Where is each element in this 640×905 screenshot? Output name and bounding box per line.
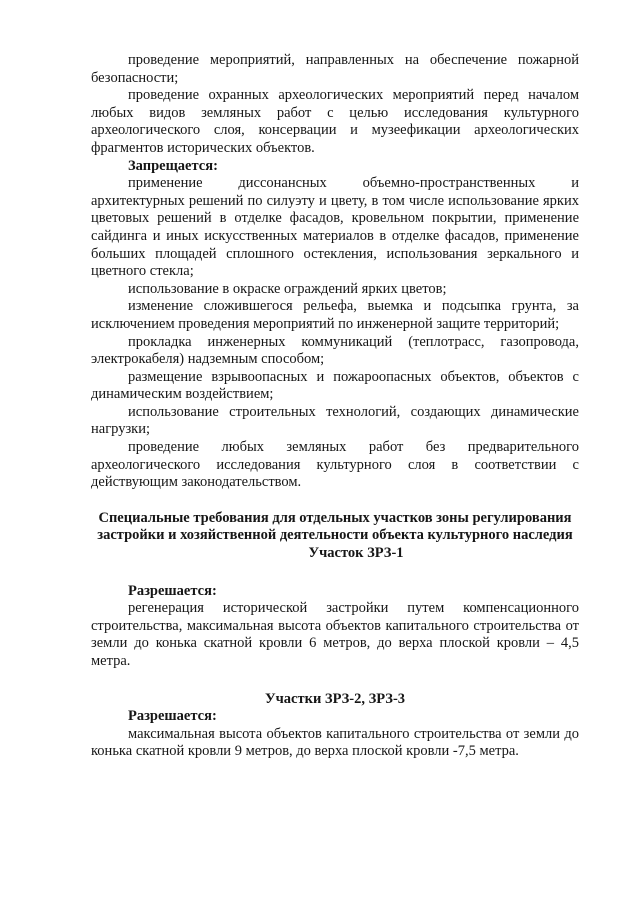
- prohibited-item-earthworks: проведение любых земляных работ без предварительного археологического исследования культурного слоя в соответствии с действующим законодательством.: [91, 439, 579, 491]
- zrz1-heading: Участок ЗРЗ-1: [308, 545, 404, 562]
- zrz1-allowed-label: Разрешается:: [128, 582, 217, 599]
- prohibited-item-dissonant-solutions: применение диссонансных объемно-пространственных и архитектурных решений по силуэту и цвету, в том числе использование ярких цветовых решений в отделке фасадов, кровельном покрытии, применение сайдинга и иных искусственных материалов в отделке фасадов, применение больших площадей сплошного остекления, использования зеркального и цветного стекла;: [91, 175, 579, 280]
- zrz23-heading: Участки ЗРЗ-2, ЗРЗ-3: [264, 690, 406, 707]
- zrz23-allowed-label: Разрешается:: [128, 708, 217, 725]
- prohibited-item-relief-change: изменение сложившегося рельефа, выемка и подсыпка грунта, за исключением проведения мероприятий по инженерной защите территорий;: [91, 298, 579, 332]
- prohibited-item-overground-utilities: прокладка инженерных коммуникаций (теплотрасс, газопровода, электрокабеля) надземным способом;: [91, 333, 579, 368]
- zrz1-allowed-text: регенерация исторической застройки путем компенсационного строительства, максимальная высота объектов капитального строительства от земли до конька скатной кровли 6 метров, до верха плоской кровли – 4,5 метра.: [91, 600, 579, 669]
- prohibited-item-hazardous-objects: размещение взрывоопасных и пожароопасных объектов, объектов с динамическим воздействием;: [91, 368, 579, 403]
- prohibited-item-dynamic-loads: использование строительных технологий, создающих динамические нагрузки;: [91, 403, 579, 438]
- prohibited-item-bright-fences: использование в окраске ограждений ярких цветов;: [128, 280, 447, 297]
- zrz23-allowed-text: максимальная высота объектов капитального строительства от земли до конька скатной кровли 9 метров, до верха плоской кровли -7,5 метра.: [91, 725, 579, 760]
- spacer: [91, 492, 579, 510]
- spacer: [91, 563, 579, 583]
- paragraph-fire-safety: проведение мероприятий, направленных на обеспечение пожарной безопасности;: [91, 52, 579, 86]
- spacer: [91, 671, 579, 691]
- paragraph-archaeological-measures: проведение охранных археологических мероприятий перед началом любых видов земляных работ с целью исследования культурного археологического слоя, консервации и музеефикации археологических фрагментов исторических объектов.: [91, 87, 579, 156]
- special-requirements-heading: Специальные требования для отдельных участков зоны регулирования застройки и хозяйственной деятельности объекта культурного наследия: [97, 509, 573, 544]
- prohibited-label: Запрещается:: [128, 157, 218, 174]
- document-page: [91, 52, 579, 761]
